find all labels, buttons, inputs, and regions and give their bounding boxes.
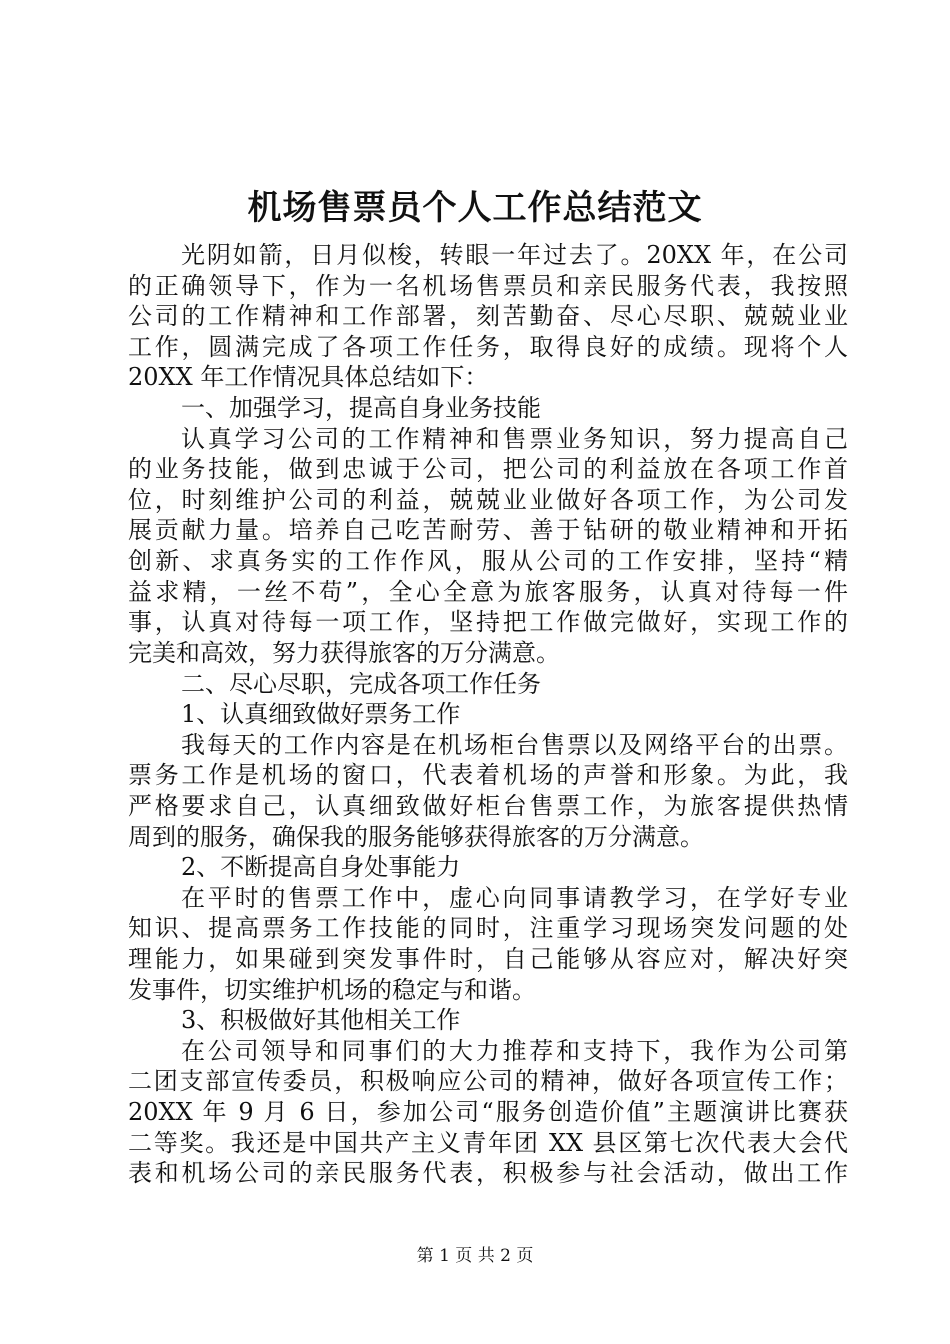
paragraph-line: 位，时刻维护公司的利益，兢兢业业做好各项工作，为公司发 — [128, 485, 848, 514]
paragraph-line: 工作，圆满完成了各项工作任务，取得良好的成绩。现将个人 — [128, 332, 848, 361]
paragraph-line: 事，认真对待每一项工作，坚持把工作做完做好，实现工作的 — [128, 608, 848, 637]
paragraph-line: 的业务技能，做到忠诚于公司，把公司的利益放在各项工作首 — [128, 455, 848, 484]
document-body — [128, 240, 848, 1189]
paragraph-line: 严格要求自己，认真细致做好柜台售票工作，为旅客提供热情 — [128, 791, 848, 820]
paragraph-line: 二等奖。我还是中国共产主义青年团 XX 县区第七次代表大会代 — [128, 1128, 848, 1157]
subsection-heading: 1、认真细致做好票务工作 — [181, 700, 461, 729]
document-title: 机场售票员个人工作总结范文 — [247, 188, 703, 228]
paragraph-line: 发事件，切实维护机场的稳定与和谐。 — [128, 975, 536, 1004]
subsection-heading: 3、积极做好其他相关工作 — [181, 1006, 461, 1035]
paragraph-line: 创新、求真务实的工作作风，服从公司的工作安排，坚持“精 — [128, 547, 848, 576]
paragraph-line: 的正确领导下，作为一名机场售票员和亲民服务代表，我按照 — [128, 271, 848, 300]
paragraph-line: 20XX 年工作情况具体总结如下： — [128, 363, 489, 392]
subsection-heading: 2、不断提高自身处事能力 — [181, 853, 461, 882]
paragraph-line: 表和机场公司的亲民服务代表，积极参与社会活动，做出工作 — [128, 1159, 848, 1188]
paragraph-line: 公司的工作精神和工作部署，刻苦勤奋、尽心尽职、兢兢业业 — [128, 302, 848, 331]
paragraph-line: 二团支部宣传委员，积极响应公司的精神，做好各项宣传工作； — [128, 1067, 848, 1096]
paragraph-line: 周到的服务，确保我的服务能够获得旅客的万分满意。 — [128, 822, 704, 851]
paragraph-line: 票务工作是机场的窗口，代表着机场的声誉和形象。为此，我 — [128, 761, 848, 790]
paragraph-line: 20XX 年 9 月 6 日，参加公司“服务创造价值”主题演讲比赛获 — [128, 1098, 848, 1127]
paragraph-line: 在平时的售票工作中，虚心向同事请教学习，在学好专业 — [181, 883, 848, 912]
paragraph-line: 认真学习公司的工作精神和售票业务知识，努力提高自己 — [181, 424, 848, 453]
paragraph-line: 展贡献力量。培养自己吃苦耐劳、善于钻研的敬业精神和开拓 — [128, 516, 848, 545]
paragraph-line: 光阴如箭，日月似梭，转眼一年过去了。20XX 年，在公司 — [181, 241, 848, 269]
section-heading: 一、加强学习，提高自身业务技能 — [181, 394, 541, 423]
paragraph-line: 理能力，如果碰到突发事件时，自己能够从容应对，解决好突 — [128, 945, 848, 974]
section-heading: 二、尽心尽职，完成各项工作任务 — [181, 669, 541, 698]
paragraph-line: 在公司领导和同事们的大力推荐和支持下，我作为公司第 — [181, 1036, 848, 1065]
page-footer: 第 1 页 共 2 页 — [416, 1246, 534, 1266]
paragraph-line: 益求精，一丝不苟”，全心全意为旅客服务，认真对待每一件 — [128, 577, 848, 606]
paragraph-line: 我每天的工作内容是在机场柜台售票以及网络平台的出票。 — [181, 730, 848, 759]
paragraph-line: 完美和高效，努力获得旅客的万分满意。 — [128, 638, 560, 667]
paragraph-line: 知识、提高票务工作技能的同时，注重学习现场突发问题的处 — [128, 914, 848, 943]
